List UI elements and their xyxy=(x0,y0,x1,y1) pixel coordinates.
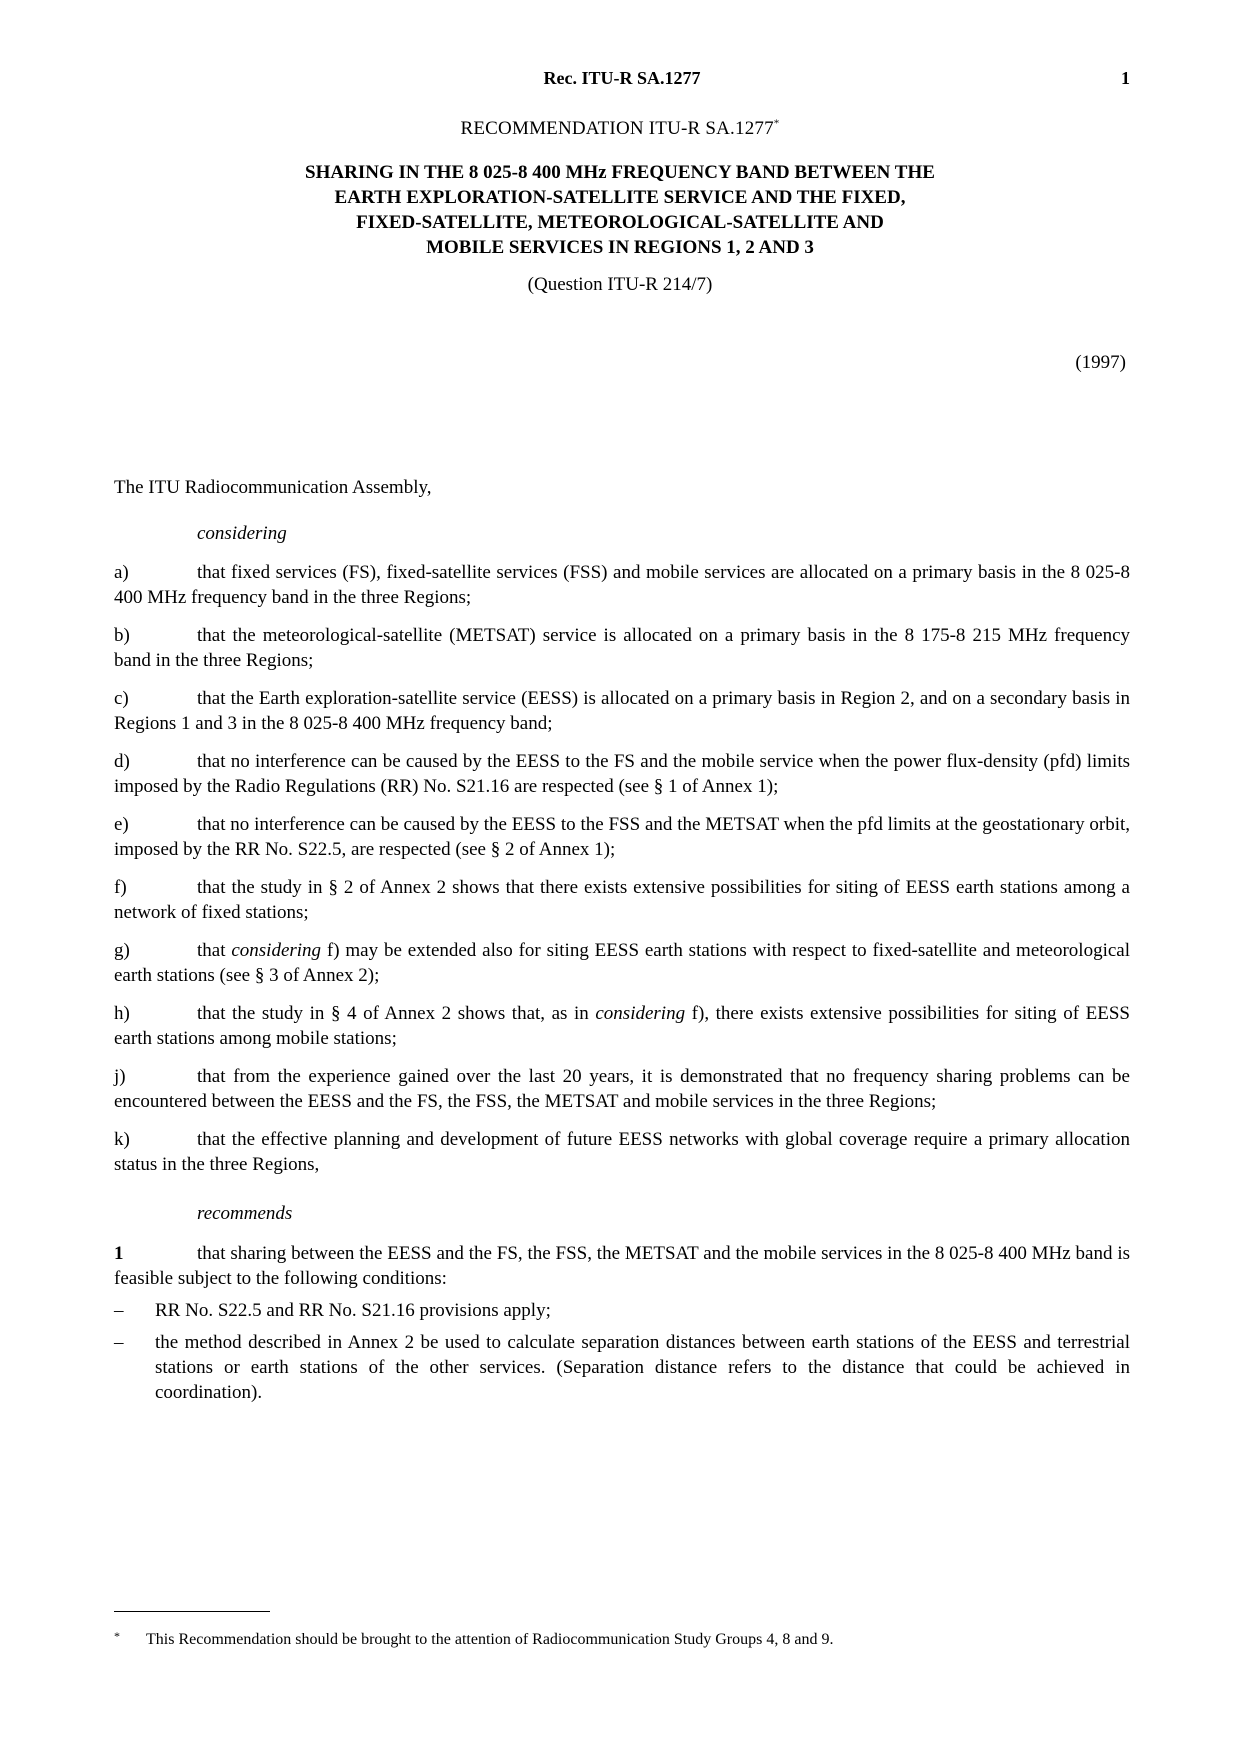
considering-item xyxy=(114,875,1130,925)
recommends-number: 1 xyxy=(114,1243,124,1264)
considering-item xyxy=(114,1064,1130,1114)
considering-item xyxy=(114,812,1130,862)
recommends-label: recommends xyxy=(197,1203,293,1224)
considering-item xyxy=(114,938,1130,988)
recommends-text: that sharing between the EESS and the FS, the FSS, the METSAT and the mobile services in the 8 025-8 400 MHz band is feasible subject to the following conditions: xyxy=(114,1243,1130,1289)
recommends-item xyxy=(114,1241,1130,1291)
considering-text: that from the experience gained over the last 20 years, it is demonstrated that no frequency sharing problems can be encountered between the EESS and the FS, the FSS, the METSAT and mobile services in the three Regions; xyxy=(114,1066,1130,1112)
considering-marker: k) xyxy=(114,1129,130,1150)
footnote-divider xyxy=(114,1611,270,1612)
dash-bullet: – xyxy=(114,1300,124,1321)
considering-text: that the study in § 4 of Annex 2 shows that, as in xyxy=(197,1003,596,1024)
considering-item xyxy=(114,749,1130,799)
considering-marker: e) xyxy=(114,814,129,835)
considering-text: f) may be extended also for siting EESS earth stations with respect to fixed-satellite and meteorological earth stations (see § 3 of Annex 2); xyxy=(114,940,1130,986)
footnote-text: This Recommendation should be brought to the attention of Radiocommunication Study Groups 4, 8 and 9. xyxy=(146,1631,834,1648)
considering-text: that no interference can be caused by the EESS to the FSS and the METSAT when the pfd limits at the geostationary orbit, imposed by the RR No. S22.5, are respected (see § 2 of Annex 1); xyxy=(114,814,1130,860)
considering-item xyxy=(114,686,1130,736)
recommendation-title xyxy=(0,118,1240,140)
considering-item xyxy=(114,1001,1130,1051)
considering-marker: j) xyxy=(114,1066,126,1087)
considering-text: that the meteorological-satellite (METSAT) service is allocated on a primary basis in the 8 175-8 215 MHz frequency band in the three Regions; xyxy=(114,625,1130,671)
considering-item xyxy=(114,623,1130,673)
dash-bullet: – xyxy=(114,1332,124,1353)
assembly-intro: The ITU Radiocommunication Assembly, xyxy=(114,477,432,498)
considering-text: that fixed services (FS), fixed-satellite services (FSS) and mobile services are allocated on a primary basis in the 8 025-8 400 MHz frequency band in the three Regions; xyxy=(114,562,1130,608)
question-reference: (Question ITU-R 214/7) xyxy=(527,274,713,295)
main-title-line: SHARING IN THE 8 025-8 400 MHz FREQUENCY BAND BETWEEN THE xyxy=(305,162,935,183)
recommends-block xyxy=(114,1241,1130,1412)
considering-item xyxy=(114,1127,1130,1177)
running-header xyxy=(114,68,1130,92)
considering-text: that the effective planning and development of future EESS networks with global coverage require a primary allocation status in the three Regions, xyxy=(114,1129,1130,1175)
header-reference: Rec. ITU-R SA.1277 xyxy=(543,68,701,88)
italic-term: considering xyxy=(595,1003,686,1024)
considering-marker: b) xyxy=(114,625,130,646)
year: (1997) xyxy=(1075,352,1126,373)
considering-marker: h) xyxy=(114,1003,130,1024)
considering-text: that no interference can be caused by the EESS to the FS and the mobile service when the power flux-density (pfd) limits imposed by the Radio Regulations (RR) No. S21.16 are respected (see § 1 of Annex 1); xyxy=(114,751,1130,797)
condition-text: RR No. S22.5 and RR No. S21.16 provisions apply; xyxy=(155,1300,551,1321)
recommendation-title-text: RECOMMENDATION ITU-R SA.1277 xyxy=(460,118,774,139)
considering-item xyxy=(114,560,1130,610)
main-title-line: MOBILE SERVICES IN REGIONS 1, 2 AND 3 xyxy=(426,237,814,258)
page-number: 1 xyxy=(1121,68,1130,88)
footnote-mark: * xyxy=(114,1629,120,1643)
considering-text: that the Earth exploration-satellite service (EESS) is allocated on a primary basis in Region 2, and on a secondary basis in Regions 1 and 3 in the 8 025-8 400 MHz frequency band; xyxy=(114,688,1130,734)
footnote-reference: * xyxy=(773,117,780,130)
condition-item xyxy=(114,1298,1130,1323)
considering-text: that the study in § 2 of Annex 2 shows that there exists extensive possibilities for siting of EESS earth stations among a network of fixed stations; xyxy=(114,877,1130,923)
main-title xyxy=(0,160,1240,260)
considering-text: that xyxy=(197,940,232,961)
main-title-line: FIXED-SATELLITE, METEOROLOGICAL-SATELLITE AND xyxy=(356,212,884,233)
considering-marker: f) xyxy=(114,877,127,898)
condition-text: the method described in Annex 2 be used to calculate separation distances between earth stations of the EESS and terrestrial stations or earth stations of the other services. (Separation distance refers to the distance that could be achieved in coordination). xyxy=(155,1332,1130,1403)
considering-marker: a) xyxy=(114,562,129,583)
main-title-line: EARTH EXPLORATION-SATELLITE SERVICE AND THE FIXED, xyxy=(334,187,906,208)
considering-marker: c) xyxy=(114,688,129,709)
considering-text: f), there exists extensive possibilities for siting of EESS earth stations among mobile stations; xyxy=(114,1003,1130,1049)
considering-label: considering xyxy=(197,523,287,544)
considering-marker: g) xyxy=(114,940,130,961)
italic-term: considering xyxy=(231,940,322,961)
considering-marker: d) xyxy=(114,751,130,772)
considering-list xyxy=(114,560,1130,1190)
condition-item xyxy=(114,1330,1130,1405)
